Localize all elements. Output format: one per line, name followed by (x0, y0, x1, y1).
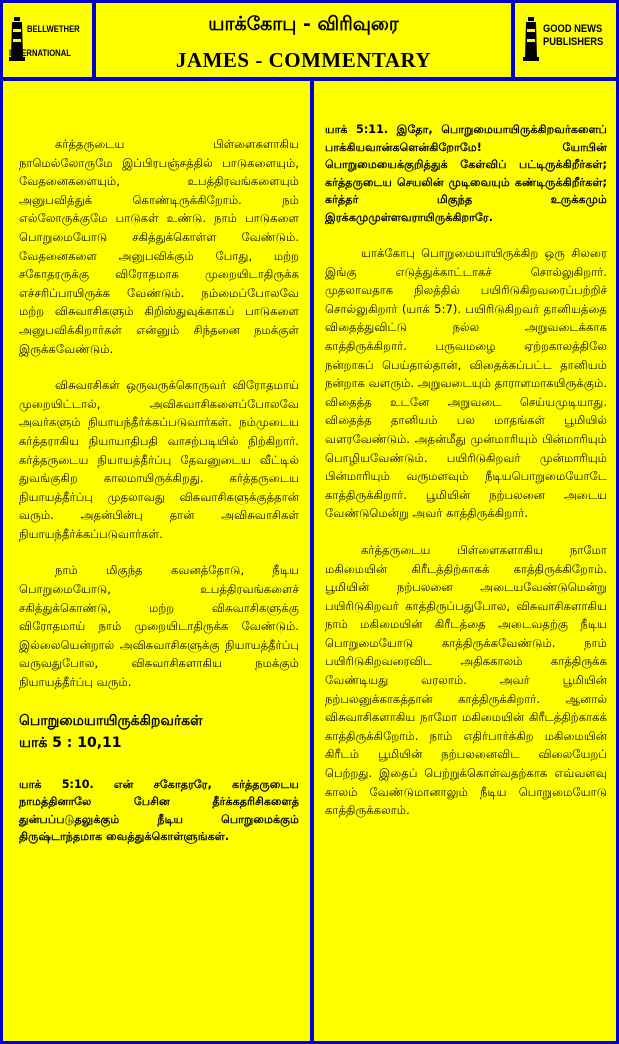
left-paragraph-3: நாம் மிகுந்த கவனத்தோடு, நீடிய பொறுமையோடு, உபத்திரவங்களைச் சகித்துக்கொண்டு, மற்ற விசுவாசிகளுக்கு விரோதமாய் நாம் முறையிடாதிருக்க வேண்டும். இல்லையென்றால் அவிசுவாசிகளுக்கு நியாயத்தீர்ப்பு வருவதுபோல, விசுவாசிகளாகிய நமக்கும் நியாயத்தீர்ப்பு வரும். (19, 563, 299, 690)
verse-5-11: யாக் 5:11. இதோ, பொறுமையாயிருக்கிறவர்களைப் பாக்கியவான்களென்கிறோமே! யோபின் பொறுமையைக்குறித்துக் கேள்விப் பட்டிருக்கிறீர்கள்; கர்த்தருடைய செயலின் முடிவையும் கண்டிருக்கிறீர்கள்; கர்த்தர் மிகுந்த உருக்கமும் இரக்கமுமுள்ளவராயிருக்கிறாரே. (325, 123, 607, 224)
title-box (96, 3, 511, 77)
column-divider (310, 81, 314, 1044)
bellwether-logo (3, 3, 96, 77)
right-logo-line1: GOOD NEWS (543, 23, 603, 35)
good-news-logo (511, 3, 616, 77)
left-paragraph-1: கர்த்தருடைய பிள்ளைகளாகிய நாமெல்லோருமே இப்பிரபஞ்சத்தில் பாடுகளையும், வேதனைகளையும், உபத்திரவங்களையும் அனுபவித்துக் கொண்டிருக்கிறோம். நம் எல்லோருக்குமே பாடுகள் உண்டு. நாம் பாடுகளை பொறுமையோடு சகித்துக்கொள்ள வேண்டும். வேதனைகளை அனுபவிக்கும் போது, மற்ற சகோதரருக்கு விரோதமாக முறையிடாதிருக்க எச்சரிப்பாயிருக்க வேண்டும். நம்மைப்போலவே மற்ற விசுவாசிகளும் கிறிஸ்துவுக்காகப் பாடுகளை அனுபவிக்கிறார்கள் என்னும் சிந்தனை நமக்குள் இருக்கவேண்டும். (19, 137, 299, 356)
section-heading (19, 710, 299, 754)
left-logo-line1: BELLWETHER (27, 24, 80, 34)
right-paragraph-2: கர்த்தருடைய பிள்ளைகளாகிய நாமோ மகிமையின் கிரீடத்திற்காகக் காத்திருக்கிறோம். பூமியின் நற்பலனை அடையவேண்டுமென்று பயிரிடுகிறவர் காத்திருப்பதுபோல, விசுவாசிகளாகிய நாம் மகிமையின் கிரீடத்தை அடைவதற்கு நீடிய பொறுமையோடு காத்திருக்கவேண்டும். நாம் பயிரிடுகிறவரைவிட அதிககாலம் காத்திருக்க வேண்டியது வரலாம். அவர் பூமியின் நற்பலனுக்காகத்தான் காத்திருக்கிறார். ஆனால் விசுவாசிகளாகிய நாமோ மகிமையின் கிரீடத்திற்காகக் காத்திருக்கிறோம். நாம் எதிர்பார்க்கிற மகிமையின் கிரீடம் பூமியின் நற்பலனைவிட விலையேறப் பெற்றது. இதைப் பெற்றுக்கொள்வதற்காக எவ்வளவு காலம் வேண்டுமானாலும் நீடிய பொறுமையோடு காத்திருக்கலாம். (325, 542, 607, 818)
left-logo-line2: INTERNATIONAL (9, 48, 71, 58)
left-column (9, 81, 307, 864)
lighthouse-icon (523, 17, 539, 61)
right-logo-line2: PUBLISHERS (543, 36, 604, 48)
verse-5-10: யாக் 5:10. என் சகோதரரே, கர்த்தருடைய நாமத்தினாலே பேசின தீர்க்கதரிசிகளைத் துன்பப்படுதலுக்கும் நீடிய பொறுமைக்கும் திருஷ்டாந்தமாக வைத்துக்கொள்ளுங்கள். (19, 777, 299, 844)
section-heading-title: பொறுமையாயிருக்கிறவர்கள் (19, 712, 203, 729)
right-column (317, 81, 613, 838)
title-english: JAMES - COMMENTARY (175, 48, 432, 72)
title-tamil: யாக்கோபு - விரிவுரை (208, 13, 399, 35)
right-paragraph-1: யாக்கோபு பொறுமையாயிருக்கிற ஒரு சிலரை இங்கு எடுத்துக்காட்டாகச் சொல்லுகிறார். முதலாவதாக நிலத்தில் பயிரிடுகிறவரைப்பற்றிச் சொல்லுகிறார் (யாக் 5:7). பயிரிடுகிறவர் தானியத்தை விதைத்துவிட்டு நல்ல அறுவடைக்காக காத்திருக்கிறார். பருவமழை ஏற்றகாலத்திலே நன்றாகப் பெய்தால்தான், விதைக்கப்பட்ட தானியம் நன்றாக வளரும். அறுவடையும் தாராளமாகயிருக்கும். விதைத்த உடனே அறுவடை செய்யமுடியாது. விதைத்த தானியம் பல மாதங்கள் பூமியில் வளரவேண்டும். அதன்மீது முன்மாரியும் பின்மாரியும் பொழியவேண்டும். பயிரிடுகிறவர் முன்மாரியும் பின்மாரியும் வருமளவும் நீடியபொறுமையோடே காத்திருக்கிறார். பூமியின் நற்பலனை அடைய வேண்டுமென்று அவர் காத்திருக்கிறார். (325, 246, 607, 521)
left-paragraph-2: விசுவாசிகள் ஒருவருக்கொருவர் விரோதமாய் முறையிட்டால், அவிசுவாசிகளைப்போலவே அவர்களும் நியாயந்தீர்க்கப்படுவார்கள். நம்முடைய கர்த்தராகிய நியாயாதிபதி வாசற்படியில் நிற்கிறார். கர்த்தருடைய நியாயத்தீர்ப்பு தேவனுடைய வீட்டில் துவங்குகிற காலமாயிருக்கிறது. கர்த்தருடைய நியாயத்தீர்ப்பு முதலாவது விசுவாசிகளுக்குத்தான் வரும். அதன்பின்பு தான் அவிசுவாசிகள் நியாயந்தீர்க்கப்படுவார்கள். (19, 378, 299, 541)
section-heading-reference: யாக் 5 : 10,11 (19, 734, 122, 751)
header (3, 3, 616, 81)
